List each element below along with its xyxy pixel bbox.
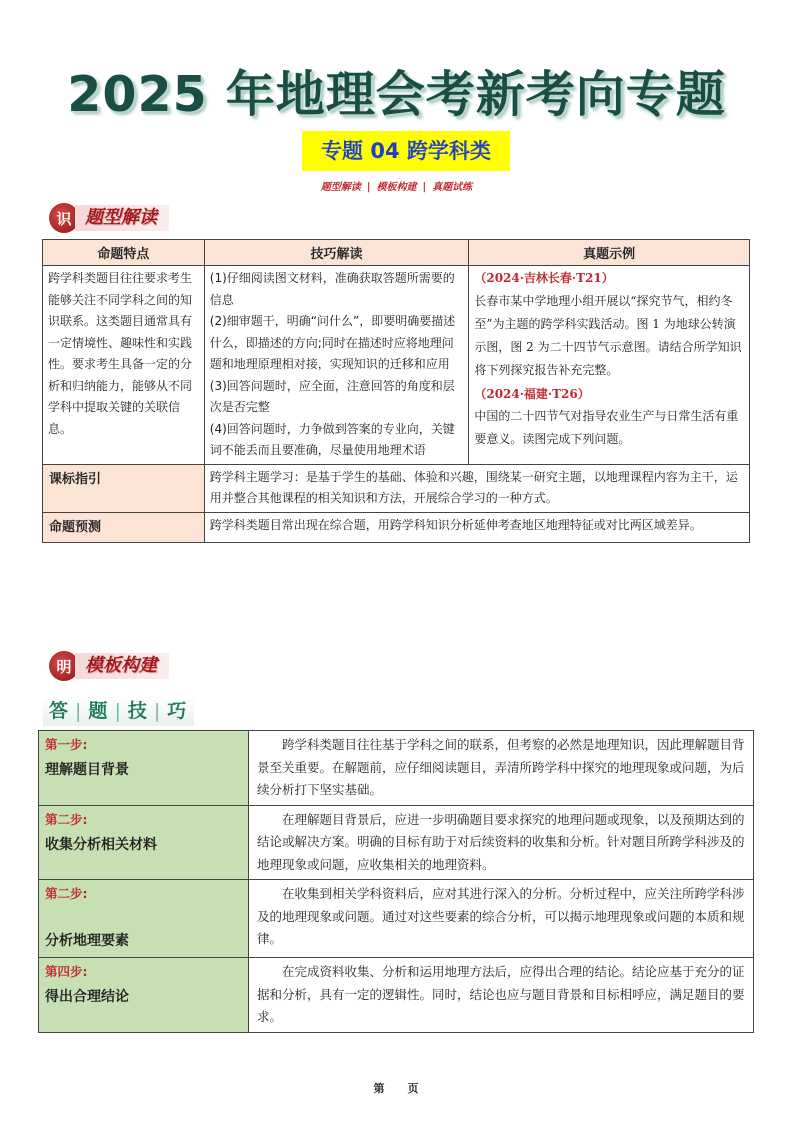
step-number: 第四步:: [45, 964, 88, 979]
column-header: 命题特点: [43, 240, 205, 266]
table-row: [39, 805, 754, 880]
tagline-item: 题型解读: [320, 182, 361, 193]
step-number: 第二步:: [45, 886, 88, 901]
table-row: [43, 512, 750, 543]
tagline-separator: |: [422, 182, 427, 193]
step-description: 在理解题目背景后，应进一步明确题目要求探究的地理问题或现象，以及预期达到的结论或解决方案。明确的目标有助于对后续资料的收集和分析。针对题目所跨学科涉及的地理现象或问题，应收集相关的地理资料。: [249, 805, 754, 880]
example-source: （2024·福建·T26）: [474, 386, 590, 401]
table-row: [39, 731, 754, 806]
tip-item: (1)仔细阅读图文材料，准确获取答题所需要的信息: [209, 271, 455, 307]
example-text: 中国的二十四节气对指导农业生产与日常生活有重要意义。读图完成下列问题。: [474, 409, 739, 446]
section-heading-template: [49, 651, 169, 681]
footer-right: 页: [407, 1082, 420, 1095]
section-title: 模板构建: [75, 653, 169, 679]
table-header-row: [43, 240, 750, 266]
step-cell: [39, 880, 249, 958]
tagline-item: 真题试练: [432, 182, 473, 193]
skills-char: 题: [88, 700, 110, 722]
example-text: 长春市某中学地理小组开展以“探究节气，相约冬至”为主题的跨学科实践活动。图 1 为地球公转演示图，图 2 为二十四节气示意图。请结合所学知识将下列探究报告补充完整。: [474, 293, 742, 377]
step-name: 得出合理结论: [45, 989, 129, 1005]
question-type-table: [42, 239, 750, 543]
curriculum-label: 课标指引: [43, 464, 205, 512]
curriculum-text: 跨学科主题学习：是基于学生的基础、体验和兴趣，围绕某一研究主题，以地理课程内容为主干，运用并整合其他课程的相关知识和方法，开展综合学习的一种方式。: [204, 464, 749, 512]
step-name: 收集分析相关材料: [45, 836, 157, 853]
section-badge-icon: 明: [49, 651, 79, 681]
table-row: [43, 266, 750, 465]
table-row: [39, 880, 754, 958]
topic-subtitle: 专题 04 跨学科类: [302, 131, 510, 171]
skills-char: 巧: [167, 700, 189, 722]
steps-table: [38, 730, 754, 1033]
table-row: [39, 958, 754, 1033]
skills-char: 技: [127, 700, 149, 722]
tip-item: (3)回答问题时，应全面，注意回答的角度和层次是否完整: [209, 378, 455, 414]
tagline: [0, 178, 793, 193]
tip-item: (2)细审题干，明确“问什么”，即要明确要描述什么，即描述的方向;同时在描述时应将地理问题和地理原理相对接，实现知识的迁移和应用: [209, 314, 456, 371]
column-header: 真题示例: [469, 240, 750, 266]
examples-cell: [469, 266, 750, 465]
step-description: 在完成资料收集、分析和运用地理方法后，应得出合理的结论。结论应基于充分的证据和分析，具有一定的逻辑性。同时，结论也应与题目背景和目标相呼应，满足题目的要求。: [249, 958, 754, 1033]
example-source: （2024·吉林长春·T21）: [474, 271, 614, 285]
tagline-item: 模板构建: [376, 182, 417, 193]
section-title: 题型解读: [75, 205, 169, 231]
skills-char: 答: [49, 700, 71, 722]
step-description: 在收集到相关学科资料后，应对其进行深入的分析。分析过程中，应关注所跨学科涉及的地理现象或问题。通过对这些要素的综合分析，可以揭示地理现象或问题的本质和规律。: [249, 880, 754, 958]
section-heading-question-types: [49, 203, 169, 233]
step-cell: [39, 805, 249, 880]
answer-skills-heading: [43, 696, 194, 726]
column-header: 技巧解读: [204, 240, 469, 266]
main-title: 2025 年地理会考新考向专题: [67, 66, 726, 123]
footer-left: 第: [373, 1082, 386, 1095]
step-number: 第二步:: [45, 811, 88, 827]
features-cell: 跨学科类题目往往要求考生能够关注不同学科之间的知识联系。这类题目通常具有一定情境性、趣味性和实践性。要求考生具备一定的分析和归纳能力，能够从不同学科中提取关键的关联信息。: [43, 266, 205, 465]
tagline-separator: |: [366, 182, 371, 193]
step-cell: [39, 958, 249, 1033]
skills-separator: |: [153, 700, 163, 722]
step-name: 理解题目背景: [45, 762, 129, 778]
page-footer: [0, 1080, 793, 1096]
tip-item: (4)回答问题时，力争做到答案的专业向，关键词不能丢而且要准确，尽量使用地理术语: [209, 421, 455, 457]
step-cell: [39, 731, 249, 806]
skills-separator: |: [75, 700, 84, 722]
step-number: 第一步:: [45, 737, 88, 752]
section-badge-icon: 识: [49, 203, 79, 233]
tips-cell: [204, 266, 469, 465]
skills-separator: |: [114, 700, 123, 722]
step-description: 跨学科类题目往往基于学科之间的联系，但考察的必然是地理知识，因此理解题目背景至关重要。在解题前，应仔细阅读题目，弄清所跨学科中探究的地理现象或问题，为后续分析打下坚实基础。: [249, 731, 754, 806]
step-name: 分析地理要素: [45, 933, 129, 949]
prediction-text: 跨学科类题目常出现在综合题，用跨学科知识分析延伸考查地区地理特征或对比两区域差异。: [204, 512, 749, 543]
table-row: [43, 464, 750, 512]
prediction-label: 命题预测: [43, 512, 205, 543]
